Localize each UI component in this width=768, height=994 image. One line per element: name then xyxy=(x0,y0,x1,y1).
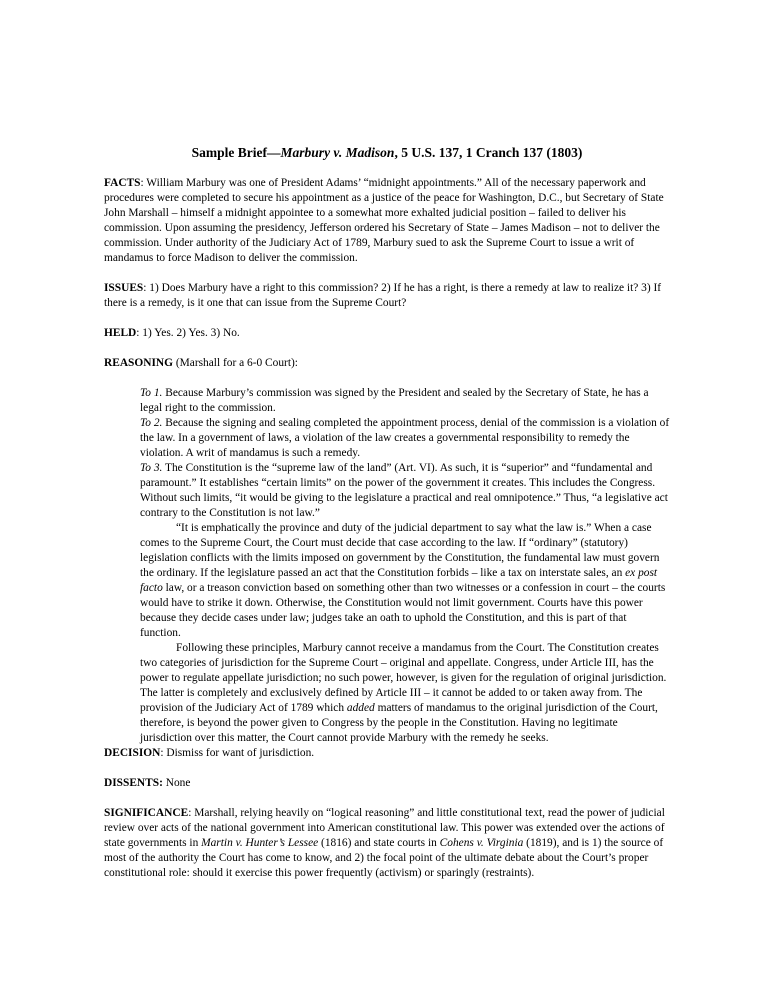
reasoning-heading xyxy=(104,356,670,371)
facts-label: FACTS xyxy=(104,177,141,189)
significance-text-c: (1819), and is 1) the source of most of the authority the Court has come to know, and 2) the focal point of the ultimate debate about the Court’s proper constitutional role: should it exercise this power frequently (activism) or sparingly (restraints). xyxy=(104,837,664,879)
held-text: : 1) Yes. 2) Yes. 3) No. xyxy=(136,327,240,339)
held-label: HELD xyxy=(104,327,137,339)
document-title xyxy=(104,145,670,160)
case-citation-martin: Martin v. Hunter’s Lessee xyxy=(201,837,319,849)
reasoning-text: (Marshall for a 6-0 Court): xyxy=(173,357,298,369)
para-2-italic: ex post facto xyxy=(140,567,658,594)
point-3-text: The Constitution is the “supreme law of the land” (Art. VI). As such, it is “superior” and “fundamental and paramount.” It establishes “certain limits” on the power of the government it creates. This includes the Congress. Without such limits, “it would be giving to the legislature a practical and real omnipotence.” Thus, “a legislative act contrary to the Constitution is not law.” xyxy=(140,462,668,519)
issues-text: : 1) Does Marbury have a right to this commission? 2) If he has a right, is there a remedy at law to realize it? 3) If there is a remedy, is it one that can issue from the Supreme Court? xyxy=(104,282,662,309)
decision-label: DECISION xyxy=(104,747,161,759)
case-citation-cohens: Cohens v. Virginia xyxy=(439,837,524,849)
facts-text: : William Marbury was one of President Adams’ “midnight appointments.” All of the necessary paperwork and procedures were completed to secure his appointment as a justice of the peace for Washington, D.C., but Secretary of State John Marshall – himself a midnight appointee to a somewhat more exhalted judicial position – failed to deliver his commission. Upon assuming the presidency, Jefferson ordered his Secretary of State – James Madison – not to deliver the commission. Under authority of the Judiciary Act of 1789, Marbury sued to ask the Supreme Court to issue a writ of mandamus to force Madison to deliver the commission. xyxy=(104,177,664,264)
reasoning-point-3 xyxy=(140,461,670,521)
para-2-text-a: “It is emphatically the province and duty of the judicial department to say what the law is.” When a case comes to the Supreme Court, the Court must decide that case according to the law. If “ordinary” (statutory) legislation conflicts with the limits imposed on government by the Constitution, the fundamental law must govern the ordinary. If the legislature passed an act that the Constitution forbids – like a tax on interstate sales, an xyxy=(140,522,660,579)
point-1-text: Because Marbury’s commission was signed by the President and sealed by the Secretary of State, he has a legal right to the commission. xyxy=(140,387,649,414)
reasoning-paragraph-3 xyxy=(140,641,670,746)
title-prefix: Sample Brief— xyxy=(191,145,281,160)
issues-label: ISSUES xyxy=(104,282,144,294)
reasoning-point-2 xyxy=(140,416,670,461)
title-citation: , 5 U.S. 137, 1 Cranch 137 (1803) xyxy=(394,145,583,160)
document-page xyxy=(104,145,670,896)
point-3-label: To 3. xyxy=(140,462,163,474)
decision-section xyxy=(104,746,670,761)
point-2-label: To 2. xyxy=(140,417,163,429)
para-2-text-b: law, or a treason conviction based on something other than two witnesses or a confession in court – the courts would have to strike it down. Otherwise, the Constitution would not limit government. Courts have this power because they decide cases under law; judges take an oath to uphold the Constitution, and this is part of that function. xyxy=(140,582,666,639)
dissents-label: DISSENTS: xyxy=(104,777,163,789)
significance-section xyxy=(104,806,670,881)
decision-text: : Dismiss for want of jurisdiction. xyxy=(160,747,315,759)
para-3-text-a: Following these principles, Marbury cannot receive a mandamus from the Court. The Constitution creates two categories of jurisdiction for the Supreme Court – original and appellate. Congress, under Article III, has the power to regulate appellate jurisdiction; no such power, however, is given for the regulation of original jurisdiction. The latter is completely and exclusively defined by Article III – it cannot be added to or taken away from. The provision of the Judiciary Act of 1789 which xyxy=(140,642,667,714)
significance-label: SIGNIFICANCE xyxy=(104,807,189,819)
point-2-text: Because the signing and sealing completed the appointment process, denial of the commission is a violation of the law. In a government of laws, a violation of the law creates a governmental responsibility to remedy the violation. A writ of mandamus is such a remedy. xyxy=(140,417,670,459)
reasoning-paragraph-2 xyxy=(140,521,670,641)
para-3-italic: added xyxy=(346,702,375,714)
para-3-text-b: matters of mandamus to the original jurisdiction of the Court, therefore, is beyond the power given to Congress by the people in the Constitution. Having no legitimate jurisdiction over this matter, the Court cannot provide Marbury with the remedy he seeks. xyxy=(140,702,658,744)
facts-section xyxy=(104,176,670,266)
dissents-text: None xyxy=(162,777,191,789)
issues-section xyxy=(104,281,670,311)
reasoning-body xyxy=(140,386,670,746)
point-1-label: To 1. xyxy=(140,387,163,399)
title-case-name: Marbury v. Madison xyxy=(280,145,395,160)
reasoning-point-1 xyxy=(140,386,670,416)
held-section xyxy=(104,326,670,341)
significance-text-b: (1816) and state courts in xyxy=(318,837,440,849)
reasoning-label: REASONING xyxy=(104,357,173,369)
significance-text-a: : Marshall, relying heavily on “logical reasoning” and little constitutional text, read the power of judicial review over acts of the national government into American constitutional law. This power was extended over the actions of state governments in xyxy=(104,807,665,849)
dissents-section xyxy=(104,776,670,791)
